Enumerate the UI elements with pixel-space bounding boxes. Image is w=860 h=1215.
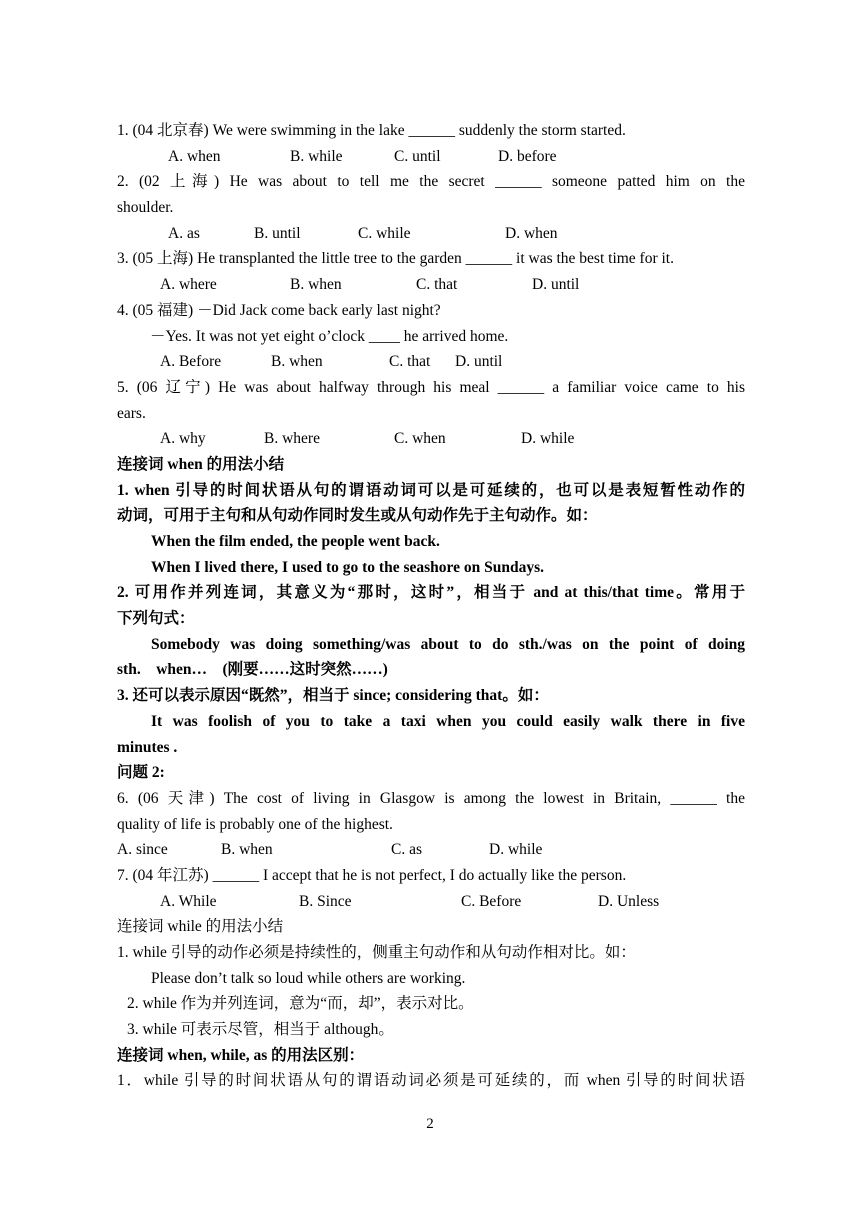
when-summary-heading: 连接词 when 的用法小结 xyxy=(117,455,285,473)
question-1-options xyxy=(117,144,745,170)
option-d: D. when xyxy=(505,224,558,242)
option-a: A. While xyxy=(160,892,217,910)
option-b: B. where xyxy=(264,430,320,448)
page-number: 2 xyxy=(426,1116,434,1132)
when-summary-p3-example-line1: It was foolish of you to take a taxi when you could easily walk there in five xyxy=(151,712,745,730)
question-5-options xyxy=(117,426,745,452)
option-d: D. until xyxy=(532,276,580,294)
question-3-options xyxy=(117,272,745,298)
question-2-stem-line2: shoulder. xyxy=(117,199,174,217)
when-summary-p1-line2: 动词，可用于主句和从句动作同时发生或从句动作先于主句动作。如： xyxy=(117,507,598,525)
when-summary-p2-line1: 2. 可用作并列连词，其意义为“那时，这时”，相当于 and at this/that time。常用于 xyxy=(117,584,745,602)
question-5-stem-line1: 5. (06 辽宁) He was about halfway through his meal ______ a familiar voice came to his xyxy=(117,378,745,396)
option-d: D. until xyxy=(455,353,503,371)
question-2-options xyxy=(117,221,745,247)
question-4-stem: 4. (05 福建) －Did Jack come back early last night? xyxy=(117,301,441,319)
when-summary-p2-line2: 下列句式： xyxy=(117,610,195,628)
question-1-stem: 1. (04 北京春) We were swimming in the lake ______ suddenly the storm started. xyxy=(117,122,626,139)
question-6-stem-line2: quality of life is probably one of the highest. xyxy=(117,815,393,833)
option-a: A. when xyxy=(168,147,221,165)
option-a: A. why xyxy=(160,430,206,448)
while-summary-p2: 2. while 作为并列连词，意为“而，却”，表示对比。 xyxy=(127,995,474,1013)
option-b: B. when xyxy=(290,276,342,294)
when-example-1: When the film ended, the people went back. xyxy=(151,533,440,550)
when-summary-p2-example-line1: Somebody was doing something/was about to do sth./was on the point of doing xyxy=(151,635,745,653)
when-summary-p3-example-line2: minutes . xyxy=(117,738,178,756)
question-7-stem: 7. (04 年江苏) ______ I accept that he is not perfect, I do actually like the person. xyxy=(117,866,627,884)
while-summary-p3: 3. while 可表示尽管，相当于 although。 xyxy=(127,1021,394,1039)
document-page xyxy=(117,118,745,1094)
when-summary-p3: 3. 还可以表示原因“既然”，相当于 since; considering that。如： xyxy=(117,687,549,705)
option-c: C. when xyxy=(394,430,446,448)
when-example-2: When I lived there, I used to go to the seashore on Sundays. xyxy=(151,558,545,576)
question-4-reply: －Yes. It was not yet eight o’clock ____ he arrived home. xyxy=(150,327,509,345)
question-5-stem-line2: ears. xyxy=(117,404,146,422)
while-example-1: Please don’t talk so loud while others are working. xyxy=(151,969,466,987)
while-summary-p1: 1. while 引导的动作必须是持续性的，侧重主句动作和从句动作相对比。如： xyxy=(117,944,636,961)
option-d: D. before xyxy=(498,147,557,165)
question-6-options xyxy=(117,837,745,863)
option-c: C. that xyxy=(416,276,458,294)
option-b: B. Since xyxy=(299,892,352,910)
when-summary-p1-line1: 1. when 引导的时间状语从句的谓语动词可以是可延续的，也可以是表短暂性动作的 xyxy=(117,481,745,499)
question-2-stem-line1: 2. (02 上海) He was about to tell me the secret ______ someone patted him on the xyxy=(117,173,745,191)
option-d: D. while xyxy=(521,430,575,448)
option-c: C. that xyxy=(389,353,431,371)
option-a: A. as xyxy=(168,224,200,242)
option-b: B. until xyxy=(254,224,301,242)
difference-heading: 连接词 when, while, as 的用法区别： xyxy=(117,1046,365,1064)
question-3-stem: 3. (05 上海) He transplanted the little tree to the garden ______ it was the best time for it. xyxy=(117,250,674,268)
option-a: A. where xyxy=(160,276,217,294)
option-a: A. since xyxy=(117,841,168,859)
when-summary-p2-example-line2: sth. when… (刚要……这时突然……) xyxy=(117,661,388,679)
option-a: A. Before xyxy=(160,353,222,371)
while-summary-heading: 连接词 while 的用法小结 xyxy=(117,918,284,936)
option-d: D. while xyxy=(489,841,543,859)
question-6-stem-line1: 6. (06 天津) The cost of living in Glasgow is among the lowest in Britain, ______ the xyxy=(117,789,745,807)
option-d: D. Unless xyxy=(598,892,660,910)
option-c: C. while xyxy=(358,224,411,242)
question-7-options xyxy=(117,889,745,915)
option-c: C. Before xyxy=(461,892,522,910)
question-4-options xyxy=(117,349,745,375)
option-b: B. when xyxy=(221,841,273,859)
option-b: B. when xyxy=(271,353,323,371)
option-b: B. while xyxy=(290,147,343,165)
option-c: C. until xyxy=(394,147,441,165)
difference-p1: 1．while 引导的时间状语从句的谓语动词必须是可延续的，而 when 引导的时间状语 xyxy=(117,1072,745,1090)
problem-2-heading: 问题 2: xyxy=(117,764,165,782)
option-c: C. as xyxy=(391,841,422,859)
